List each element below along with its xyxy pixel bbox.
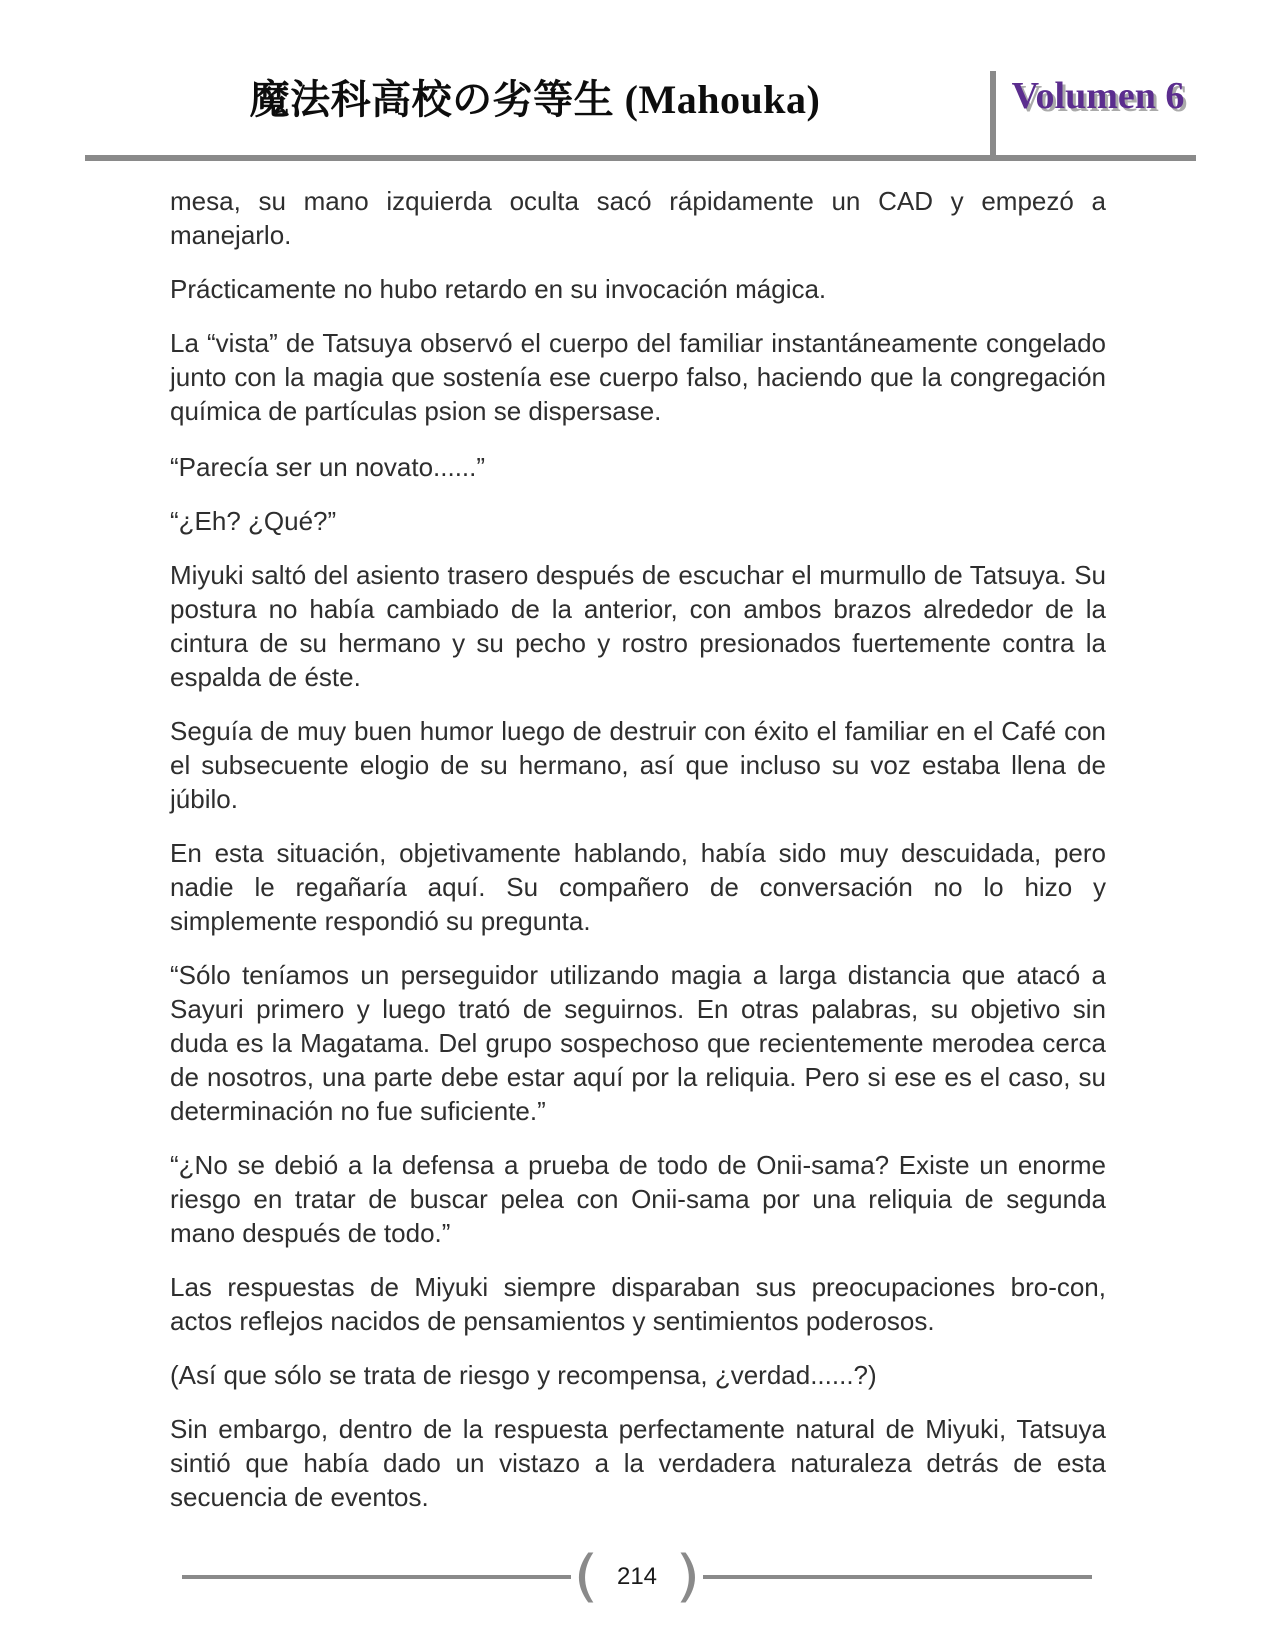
page-number-bracket-right: ) [675,1544,701,1609]
body-paragraph: En esta situación, objetivamente hablando, había sido muy descuidada, pero nadie le regañaría aquí. Su compañero de conversación no lo hizo y simplemente respondió su pregunta. [170,838,1106,936]
page-header-title: 魔法科高校の劣等生 (Mahouka) [249,77,821,122]
body-paragraph-thought: (Así que sólo se trata de riesgo y recompensa, ¿verdad......?) [170,1360,877,1390]
body-paragraph: mesa, su mano izquierda oculta sacó rápidamente un CAD y empezó a manejarlo. [170,186,1106,250]
page-number: 214 [616,1563,658,1590]
page-body [170,184,1106,1534]
footer-rule-left [182,1575,571,1579]
body-paragraph: Las respuestas de Miyuki siempre disparaban sus preocupaciones bro-con, actos reflejos nacidos de pensamientos y sentimientos poderosos. [170,1272,1106,1336]
volume-label: Volumen 6 [1011,75,1185,117]
page-footer [182,1544,1092,1610]
body-paragraph: Sin embargo, dentro de la respuesta perfectamente natural de Miyuki, Tatsuya sintió que había dado un vistazo a la verdadera naturaleza detrás de esta secuencia de eventos. [170,1414,1106,1512]
body-paragraph: Prácticamente no hubo retardo en su invocación mágica. [170,274,827,304]
body-paragraph-quote: “¿Eh? ¿Qué?” [170,506,337,536]
header-rule [85,155,1196,161]
body-paragraph: Seguía de muy buen humor luego de destruir con éxito el familiar en el Café con el subsecuente elogio de su hermano, así que incluso su voz estaba llena de júbilo. [170,716,1106,814]
body-paragraph-quote: “Parecía ser un novato......” [170,452,486,482]
body-paragraph: La “vista” de Tatsuya observó el cuerpo del familiar instantáneamente congelado junto con la magia que sostenía ese cuerpo falso, haciendo que la congregación química de partículas psion se dispersase. [170,328,1106,426]
body-paragraph: Miyuki saltó del asiento trasero después de escuchar el murmullo de Tatsuya. Su postura no había cambiado de la anterior, con ambos brazos alrededor de la cintura de su hermano y su pecho y rostro presionados fuertemente contra la espalda de éste. [170,560,1106,692]
body-paragraph-quote: “Sólo teníamos un perseguidor utilizando magia a larga distancia que atacó a Sayuri primero y luego trató de seguirnos. En otras palabras, su objetivo sin duda es la Magatama. Del grupo sospechoso que recientemente merodea cerca de nosotros, una parte debe estar aquí por la reliquia. Pero si ese es el caso, su determinación no fue suficiente.” [170,960,1106,1126]
header-divider [990,71,996,161]
footer-rule-right [703,1575,1092,1579]
page-number-bracket-left: ( [573,1544,599,1609]
body-paragraph-quote: “¿No se debió a la defensa a prueba de todo de Onii-sama? Existe un enorme riesgo en tratar de buscar pelea con Onii-sama por una reliquia de segunda mano después de todo.” [170,1150,1106,1248]
